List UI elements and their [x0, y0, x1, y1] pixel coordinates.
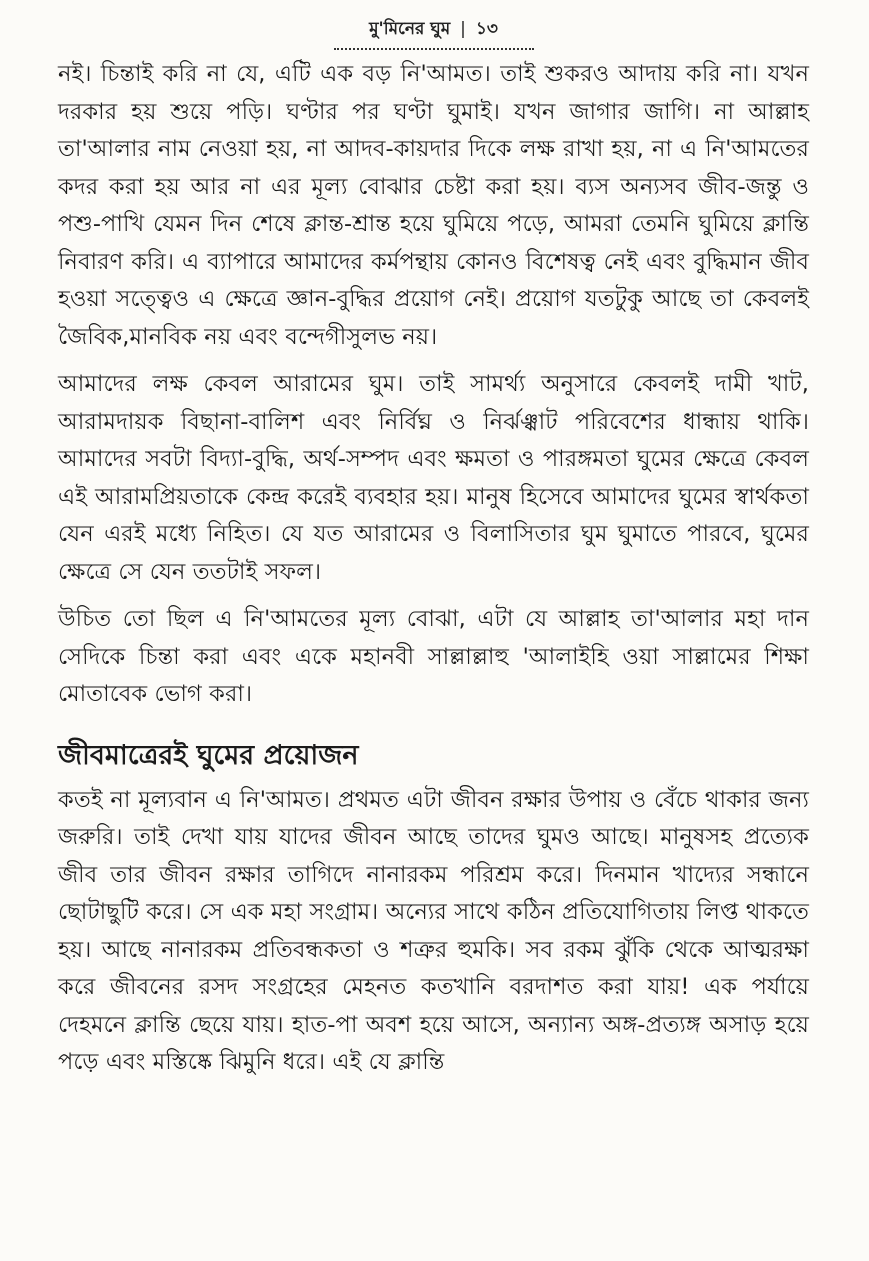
page-number: ১৩ [475, 19, 498, 39]
header-separator: | [460, 19, 466, 39]
header-title: মু'মিনের ঘুম [369, 19, 451, 39]
paragraph-2: আমাদের লক্ষ কেবল আরামের ঘুম। তাই সামর্থ্য অনুসারে কেবলই দামী খাট, আরামদায়ক বিছানা-বালিশ এবং নির্বিঘ্ন ও নির্ঝঞ্ঝাট পরিবেশের ধান্ধায় থাকি। আমাদের সবটা বিদ্যা-বুদ্ধি, অর্থ-সম্পদ এবং ক্ষমতা ও পারঙ্গমতা ঘুমের ক্ষেত্রে কেবল এই আরামপ্রিয়তাকে কেন্দ্র করেই ব্যবহার হয়। মানুষ হিসেবে আমাদের ঘুমের স্বার্থকতা যেন এরই মধ্যে নিহিত। যে যত আরামের ও বিলাসিতার ঘুম ঘুমাতে পারবে, ঘুমের ক্ষেত্রে সে যেন ততটাই সফল। [58, 371, 809, 585]
section-paragraph: কতই না মূল্যবান এ নি'আমত। প্রথমত এটা জীবন রক্ষার উপায় ও বেঁচে থাকার জন্য জরুরি। তাই দেখা যায় যাদের জীবন আছে তাদের ঘুমও আছে। মানুষসহ প্রত্যেক জীব তার জীবন রক্ষার তাগিদে নানারকম পরিশ্রম করে। দিনমান খাদ্যের সন্ধানে ছোটাছুটি করে। সে এক মহা সংগ্রাম। অন্যের সাথে কঠিন প্রতিযোগিতায় লিপ্ত থাকতে হয়। আছে নানারকম প্রতিবন্ধকতা ও শত্রুর হুমকি। সব রকম ঝুঁকি থেকে আত্মরক্ষা করে জীবনের রসদ সংগ্রহের মেহনত কতখানি বরদাশত করা যায়! এক পর্যায়ে দেহমনে ক্লান্তি ছেয়ে যায়। হাত-পা অবশ হয়ে আসে, অন্যান্য অঙ্গ-প্রত্যঙ্গ অসাড় হয়ে পড়ে এবং মস্তিষ্কে ঝিমুনি ধরে। এই যে ক্লান্তি [58, 786, 809, 1075]
section-heading: জীবমাত্রেরই ঘুমের প্রয়োজন [58, 739, 359, 771]
running-header [334, 16, 534, 50]
paragraph-1: নই। চিন্তাই করি না যে, এটি এক বড় নি'আমত। তাই শুকরও আদায় করি না। যখন দরকার হয় শুয়ে পড়ি। ঘণ্টার পর ঘণ্টা ঘুমাই। যখন জাগার জাগি। না আল্লাহ তা'আলার নাম নেওয়া হয়, না আদব-কায়দার দিকে লক্ষ রাখা হয়, না এ নি'আমতের কদর করা হয় আর না এর মূল্য বোঝার চেষ্টা করা হয়। ব্যস অন্যসব জীব-জন্তু ও পশু-পাখি যেমন দিন শেষে ক্লান্ত-শ্রান্ত হয়ে ঘুমিয়ে পড়ে, আমরা তেমনি ঘুমিয়ে ক্লান্তি নিবারণ করি। এ ব্যাপারে আমাদের কর্মপন্থায় কোনও বিশেষত্ব নেই এবং বুদ্ধিমান জীব হওয়া সত্ত্বেও এ ক্ষেত্রে জ্ঞান-বুদ্ধির প্রয়োগ নেই। প্রয়োগ যতটুকু আছে তা কেবলই জৈবিক,মানবিক নয় এবং বন্দেগীসুলভ নয়। [58, 61, 809, 350]
paragraph-3: উচিত তো ছিল এ নি'আমতের মূল্য বোঝা, এটা যে আল্লাহ তা'আলার মহা দান সেদিকে চিন্তা করা এবং একে মহানবী সাল্লাল্লাহু 'আলাইহি ওয়া সাল্লামের শিক্ষা মোতাবেক ভোগ করা। [58, 606, 809, 707]
